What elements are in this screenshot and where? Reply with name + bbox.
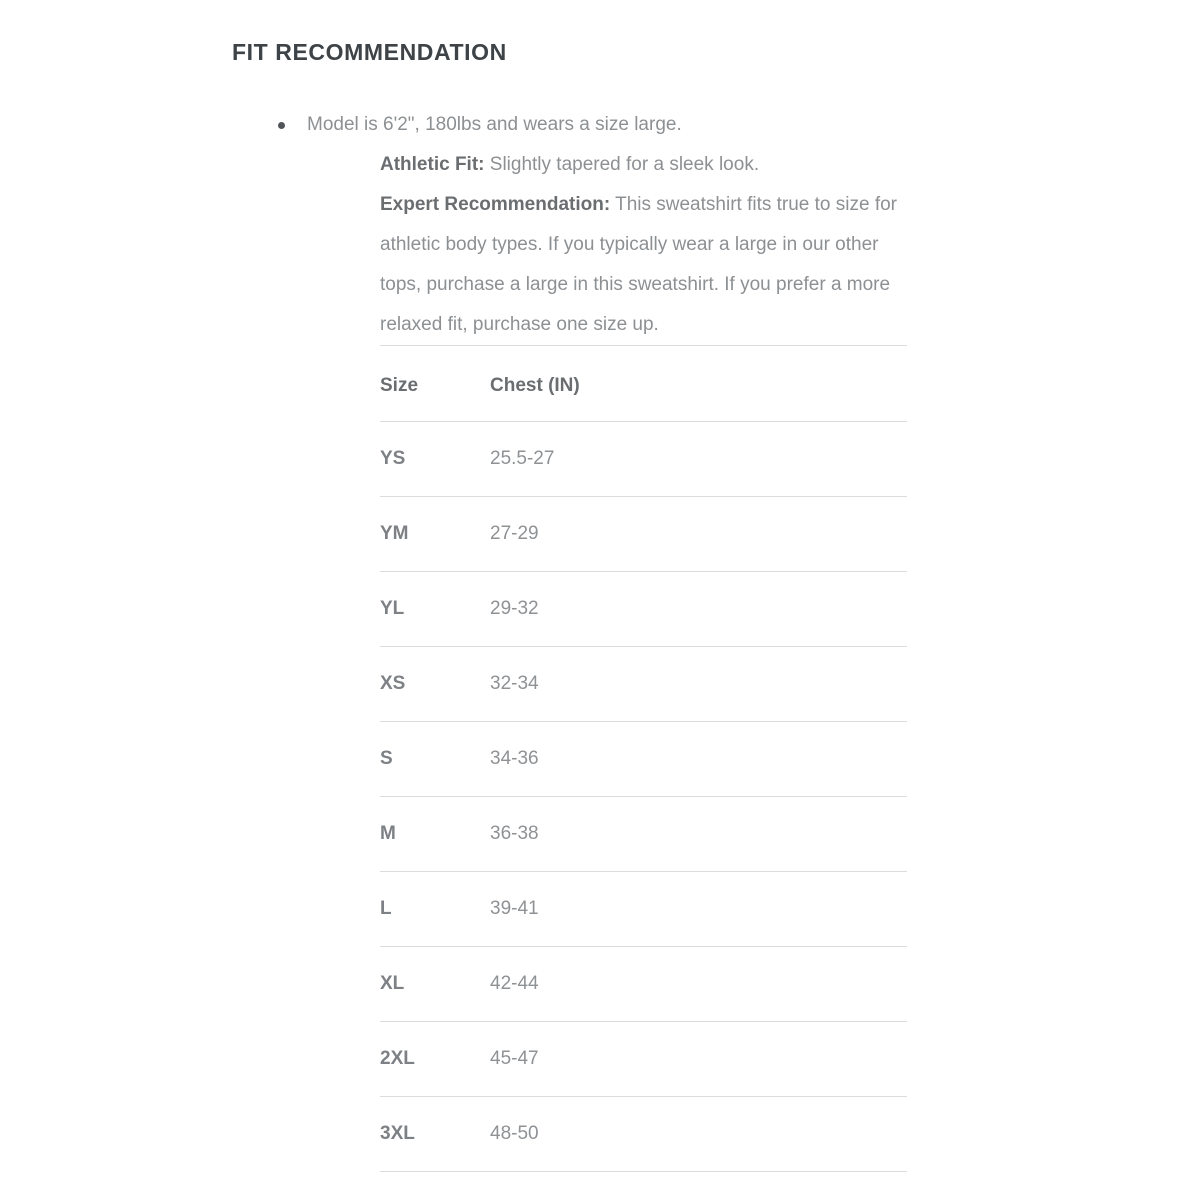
chest-cell: 36-38 xyxy=(490,797,907,872)
size-cell: YM xyxy=(380,497,490,572)
size-cell: YS xyxy=(380,422,490,497)
table-row xyxy=(380,422,907,497)
size-chart-header-row xyxy=(380,346,907,422)
table-row xyxy=(380,497,907,572)
chest-cell: 25.5-27 xyxy=(490,422,907,497)
size-cell: XS xyxy=(380,647,490,722)
table-row xyxy=(380,872,907,947)
size-cell: XL xyxy=(380,947,490,1022)
model-fit-note: Model is 6'2", 180lbs and wears a size large. xyxy=(307,114,682,135)
table-row xyxy=(380,1022,907,1097)
chest-cell: 32-34 xyxy=(490,647,907,722)
table-row xyxy=(380,572,907,647)
size-cell: S xyxy=(380,722,490,797)
chest-column-header: Chest (IN) xyxy=(490,346,907,422)
table-row xyxy=(380,797,907,872)
chest-cell: 27-29 xyxy=(490,497,907,572)
section-title: FIT RECOMMENDATION xyxy=(232,39,507,65)
size-cell: YL xyxy=(380,572,490,647)
size-cell: M xyxy=(380,797,490,872)
table-row xyxy=(380,647,907,722)
athletic-fit-note xyxy=(380,145,907,185)
expert-recommendation-text: This sweatshirt fits true to size for athletic body types. If you typically wear a large in our other tops, purchase a large in this sweatshirt. If you prefer a more relaxed fit, purchase one size up. xyxy=(380,194,898,335)
fit-details xyxy=(380,145,907,345)
fit-note-list-item xyxy=(278,105,972,145)
chest-cell: 39-41 xyxy=(490,872,907,947)
athletic-fit-label: Athletic Fit: xyxy=(380,154,485,175)
size-column-header: Size xyxy=(380,346,490,422)
size-cell: 2XL xyxy=(380,1022,490,1097)
bullet-icon xyxy=(278,122,285,129)
size-cell: L xyxy=(380,872,490,947)
chest-cell: 42-44 xyxy=(490,947,907,1022)
chest-cell: 29-32 xyxy=(490,572,907,647)
chest-cell: 34-36 xyxy=(490,722,907,797)
size-chart-table xyxy=(380,345,907,1172)
expert-recommendation-note xyxy=(380,185,907,345)
table-row xyxy=(380,1097,907,1172)
expert-recommendation-label: Expert Recommendation: xyxy=(380,194,611,215)
chest-cell: 48-50 xyxy=(490,1097,907,1172)
table-row xyxy=(380,722,907,797)
size-cell: 3XL xyxy=(380,1097,490,1172)
athletic-fit-text: Slightly tapered for a sleek look. xyxy=(489,154,760,175)
fit-recommendation-section xyxy=(232,0,972,1172)
table-row xyxy=(380,947,907,1022)
chest-cell: 45-47 xyxy=(490,1022,907,1097)
